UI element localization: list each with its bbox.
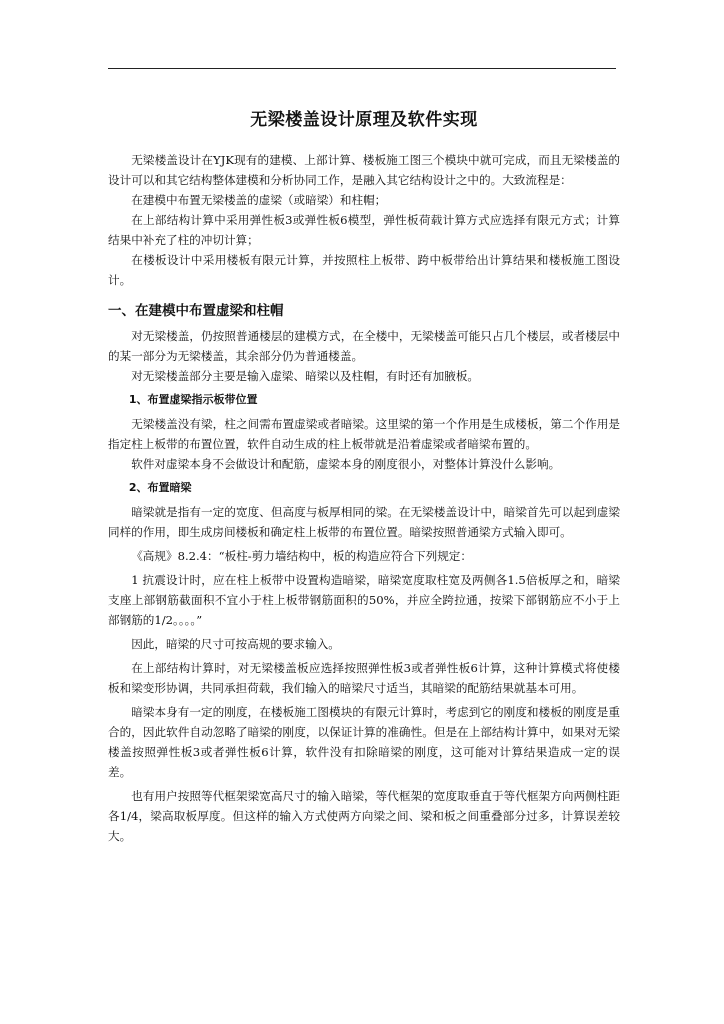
body-paragraph: 在上部结构计算时，对无梁楼盖板应选择按照弹性板3或者弹性板6计算，这种计算模式将使楼板和梁变形协调，共同承担荷载，我们输入的暗梁尺寸适当，其暗梁的配筋结果就基本可用。 <box>108 661 620 695</box>
section-heading: 一、在建模中布置虚梁和柱帽 <box>108 303 284 319</box>
document-page <box>108 108 620 850</box>
subsection-heading: 1、布置虚梁指示板带位置 <box>128 393 258 406</box>
body-paragraph: 无梁楼盖没有梁，柱之间需布置虚梁或者暗梁。这里梁的第一个作用是生成楼板，第二个作用是指定柱上板带的布置位置，软件自动生成的柱上板带就是沿着虚梁或者暗梁布置的。 <box>108 417 620 451</box>
body-paragraph: 软件对虚梁本身不会做设计和配筋，虚梁本身的刚度很小，对整体计算没什么影响。 <box>131 457 561 471</box>
intro-step: 在楼板设计中采用楼板有限元计算，并按照柱上板带、跨中板带给出计算结果和楼板施工图设计。 <box>108 253 620 287</box>
intro-step: 在建模中布置无梁楼盖的虚梁（或暗梁）和柱帽； <box>131 193 387 207</box>
body-paragraph: 对无梁楼盖，仍按照普通楼层的建模方式，在全楼中，无梁楼盖可能只占几个楼层，或者楼层中的某一部分为无梁楼盖，其余部分仍为普通楼盖。 <box>108 329 620 363</box>
quote-paragraph: 1 抗震设计时，应在柱上板带中设置构造暗梁，暗梁宽度取柱宽及两侧各1.5倍板厚之和，暗梁支座上部钢筋截面积不宜小于柱上板带钢筋面积的50%，并应全跨拉通，按梁下部钢筋应不小于上部钢筋的1/2。。。。” <box>108 573 620 627</box>
body-paragraph: 对无梁楼盖部分主要是输入虚梁、暗梁以及柱帽，有时还有加腋板。 <box>131 369 480 383</box>
body-paragraph: 暗梁本身有一定的刚度，在楼板施工图模块的有限元计算时，考虑到它的刚度和楼板的刚度是重合的，因此软件自动忽略了暗梁的刚度，以保证计算的准确性。但是在上部结构计算中，如果对无梁楼盖按照弹性板3或者弹性板6计算，软件没有扣除暗梁的刚度，这可能对计算结果造成一定的误差。 <box>108 705 620 779</box>
intro-paragraph: 无梁楼盖设计在YJK现有的建模、上部计算、楼板施工图三个模块中就可完成，而且无梁楼盖的设计可以和其它结构整体建模和分析协同工作，是融入其它结构设计之中的。大致流程是： <box>108 153 620 187</box>
body-paragraph: 暗梁就是指有一定的宽度、但高度与板厚相同的梁。在无梁楼盖设计中，暗梁首先可以起到虚梁同样的作用，即生成房间楼板和确定柱上板带的布置位置。暗梁按照普通梁方式输入即可。 <box>108 505 620 539</box>
body-paragraph: 因此，暗梁的尺寸可按高规的要求输入。 <box>131 637 340 651</box>
body-paragraph: 也有用户按照等代框架梁宽高尺寸的输入暗梁，等代框架的宽度取垂直于等代框架方向两侧柱距各1/4，梁高取板厚度。但这样的输入方式使两方向梁之间、梁和板之间重叠部分过多，计算误差较大。 <box>108 789 620 843</box>
quote-paragraph: 《高规》8.2.4：“板柱-剪力墙结构中，板的构造应符合下列规定： <box>131 549 472 563</box>
header-rule <box>108 68 616 69</box>
intro-step: 在上部结构计算中采用弹性板3或弹性板6模型，弹性板荷载计算方式应选择有限元方式；计算结果中补充了柱的冲切计算； <box>108 213 620 247</box>
document-title: 无梁楼盖设计原理及软件实现 <box>250 110 478 130</box>
subsection-heading: 2、布置暗梁 <box>128 481 192 494</box>
